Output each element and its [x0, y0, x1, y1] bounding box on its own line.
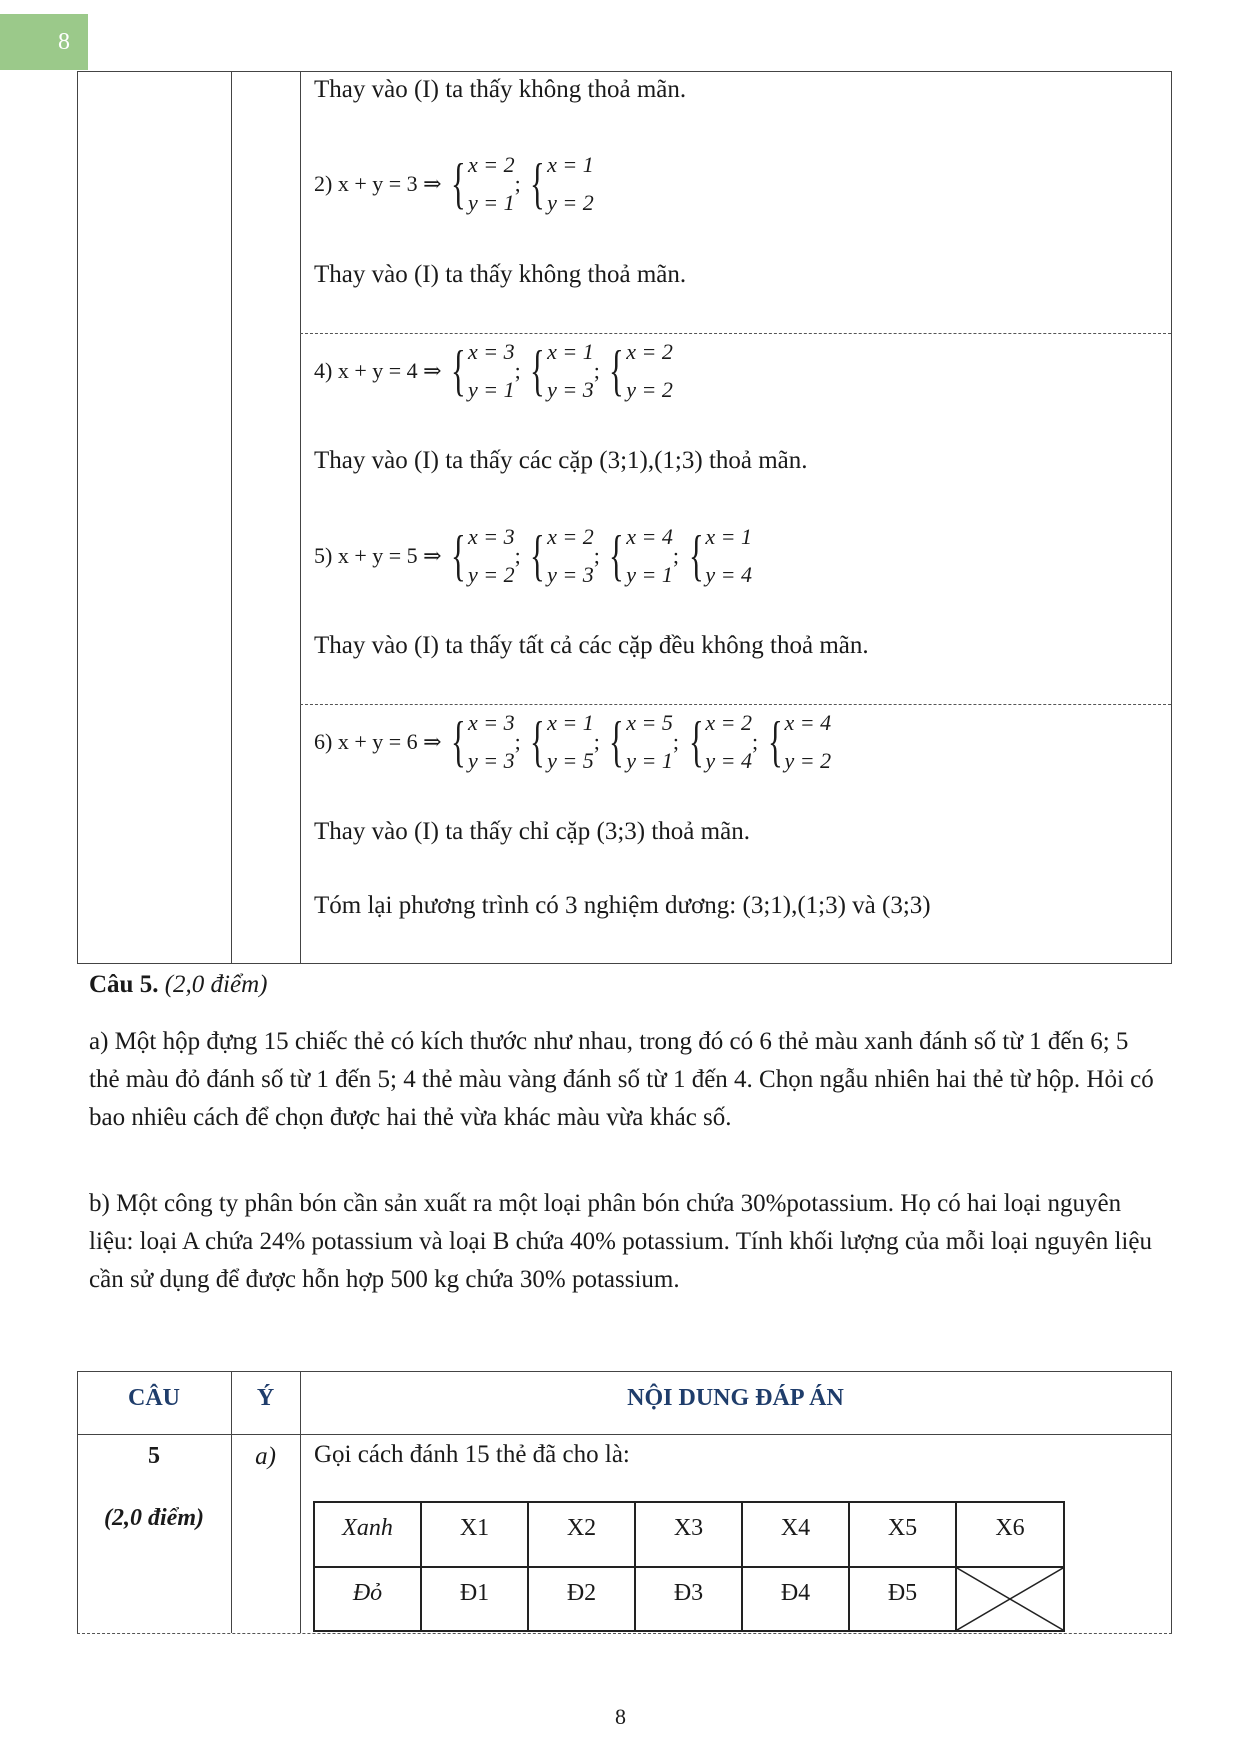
question-number: 5 — [148, 1443, 160, 1469]
equation-pair: x = 4 y = 1 — [626, 524, 673, 587]
page-footer-number: 8 — [615, 1704, 626, 1729]
equation-pair: x = 1 y = 5 — [547, 710, 594, 773]
card-cell: Đ2 — [566, 1580, 597, 1606]
equation-pair: x = 4 y = 2 — [784, 710, 832, 773]
answer-table-top — [77, 1371, 1172, 1372]
answer-intro: Gọi cách đánh 15 thẻ đã cho là: — [314, 1441, 630, 1468]
equation-pair: x = 3 y = 1 — [467, 339, 515, 402]
header-noi-dung: NỘI DUNG ĐÁP ÁN — [627, 1385, 844, 1411]
case-6-system: 6) x + y = 6 ⇒ {x = 3 y = 3; {x = 1 y = 5; {x = 5 y = 1; {x = 2 y = 4; {x = 4 y = 2 — [314, 704, 831, 780]
question-5-part-a: a) Một hộp đựng 15 chiếc thẻ có kích thước như nhau, trong đó có 6 thẻ màu xanh đánh số từ 1 đến 6; 5 thẻ màu đỏ đánh số từ 1 đến 5; 4 thẻ màu vàng đánh số từ 1 đến 4. Chọn ngẫu nhiên hai thẻ từ hộp. Hỏi có bao nhiêu cách để chọn được hai thẻ vừa khác màu vừa khác số. — [89, 1028, 1154, 1131]
table-bottom-border — [77, 963, 1172, 964]
table-right-border — [1171, 71, 1172, 964]
answer-table-bottom — [77, 1633, 1172, 1634]
equation-pair: x = 2 y = 4 — [705, 710, 753, 773]
card-cell: X4 — [780, 1515, 811, 1541]
equation-pair: x = 2 y = 1 — [467, 152, 515, 215]
card-cell: X1 — [459, 1515, 490, 1541]
cards-table-top — [313, 1501, 1065, 1503]
case-label: 6) x + y = 6 ⇒ — [314, 729, 442, 754]
case-2-system: 2) x + y = 3 ⇒ {x = 2 y = 1; {x = 1 y = 2 — [314, 146, 594, 222]
solution-line-2: Thay vào (I) ta thấy không thoả mãn. — [314, 261, 687, 288]
card-cell: Đ4 — [780, 1580, 811, 1606]
cards-table-mid — [313, 1566, 1065, 1568]
case-5-system: 5) x + y = 5 ⇒ {x = 3 y = 2; {x = 2 y = 3; {x = 4 y = 1; {x = 1 y = 4 — [314, 518, 752, 594]
answer-table-header-bottom — [77, 1434, 1172, 1435]
solution-line-1: Thay vào (I) ta thấy không thoả mãn. — [314, 76, 687, 103]
crossed-empty-cell-icon — [957, 1568, 1063, 1630]
table-top-border — [77, 71, 1172, 72]
solution-line-4: Thay vào (I) ta thấy các cặp (3;1),(1;3) thoả mãn. — [314, 447, 808, 474]
cards-table-bottom — [313, 1630, 1065, 1632]
card-cell: Đ3 — [673, 1580, 704, 1606]
header-y: Ý — [256, 1385, 275, 1411]
question-5-heading — [89, 971, 267, 999]
page-number-tab: 8 — [0, 14, 88, 70]
table-col2-divider — [300, 71, 301, 964]
card-cell: Đ5 — [887, 1580, 918, 1606]
case-label: 5) x + y = 5 ⇒ — [314, 543, 442, 568]
card-cell-color-label: Xanh — [342, 1515, 393, 1541]
case-4-system: 4) x + y = 4 ⇒ {x = 3 y = 1; {x = 1 y = 3; {x = 2 y = 2 — [314, 333, 673, 409]
cards-col — [1063, 1501, 1065, 1632]
card-cell: X6 — [995, 1515, 1025, 1541]
card-cell-color-label: Đỏ — [352, 1580, 383, 1606]
case-label: 2) x + y = 3 ⇒ — [314, 171, 442, 196]
equation-pair: x = 1 y = 3 — [547, 339, 594, 402]
equation-pair: x = 3 y = 2 — [467, 524, 515, 587]
card-cell: X2 — [566, 1515, 597, 1541]
question-points-cell: (2,0 điểm) — [104, 1505, 204, 1531]
equation-pair: x = 1 y = 4 — [705, 524, 753, 587]
question-5-part-b: b) Một công ty phân bón cần sản xuất ra một loại phân bón chứa 30%potassium. Họ có hai loại nguyên liệu: loại A chứa 24% potassium và loại B chứa 40% potassium. Tính khối lượng của mỗi loại nguyên liệu cần sử dụng để được hỗn hợp 500 kg chứa 30% potassium. — [89, 1190, 1152, 1293]
solution-summary: Tóm lại phương trình có 3 nghiệm dương: (3;1),(1;3) và (3;3) — [314, 892, 931, 919]
card-cell: X3 — [673, 1515, 704, 1541]
card-cell: X5 — [887, 1515, 918, 1541]
equation-pair: x = 1 y = 2 — [547, 152, 594, 215]
table-left-border — [77, 71, 78, 964]
question-title: Câu 5. — [89, 971, 159, 998]
part-label: a) — [255, 1443, 276, 1470]
solution-line-5: Thay vào (I) ta thấy tất cả các cặp đều không thoả mãn. — [314, 632, 869, 659]
answer-table-right — [1171, 1371, 1172, 1633]
equation-pair: x = 2 y = 3 — [547, 524, 594, 587]
equation-pair: x = 2 y = 2 — [626, 339, 673, 402]
equation-pair: x = 3 y = 3 — [467, 710, 515, 773]
case-label: 4) x + y = 4 ⇒ — [314, 358, 442, 383]
table-col1-divider — [231, 71, 232, 964]
equation-pair: x = 5 y = 1 — [626, 710, 673, 773]
solution-line-6: Thay vào (I) ta thấy chỉ cặp (3;3) thoả mãn. — [314, 818, 750, 845]
question-points: (2,0 điểm) — [164, 971, 268, 998]
card-cell: Đ1 — [459, 1580, 490, 1606]
header-cau: CÂU — [128, 1385, 180, 1411]
